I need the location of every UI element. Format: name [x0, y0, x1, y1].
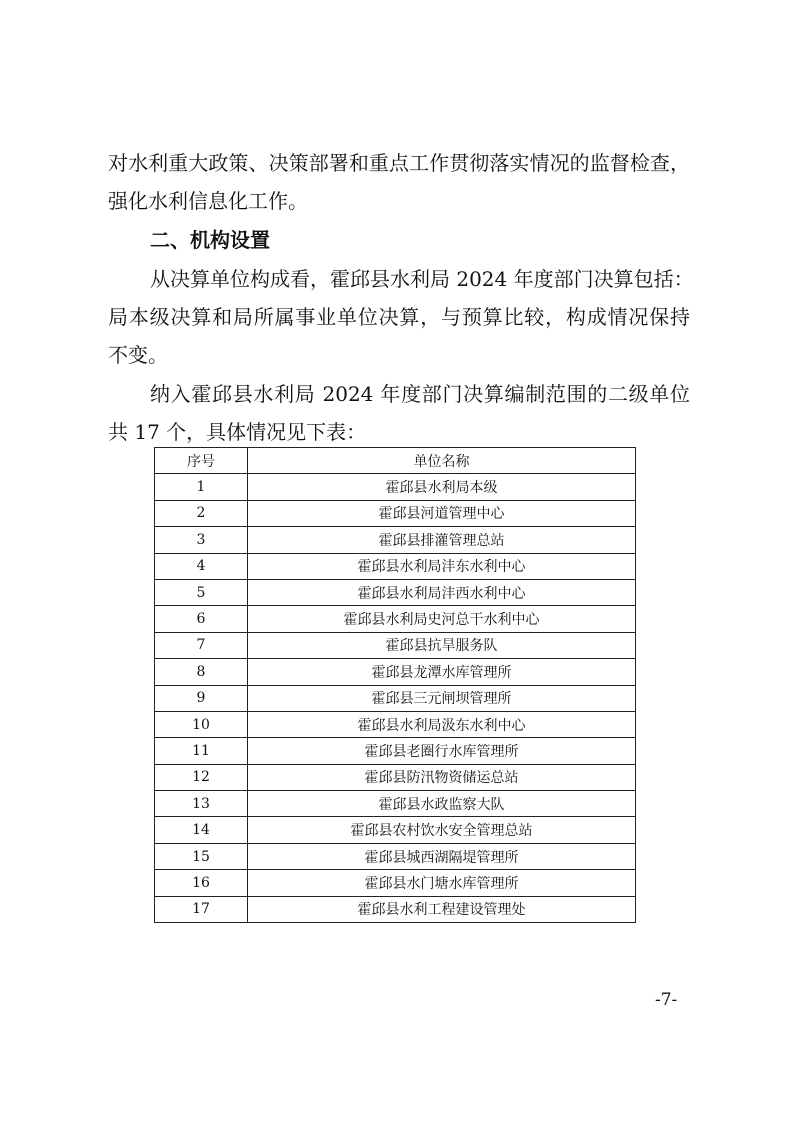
page-number: -7-: [655, 990, 678, 1010]
cell-index: 9: [155, 685, 248, 711]
cell-unit-name: 霍邱县排灌管理总站: [248, 527, 636, 553]
cell-unit-name: 霍邱县水利局本级: [248, 474, 636, 500]
cell-index: 11: [155, 738, 248, 764]
cell-unit-name: 霍邱县河道管理中心: [248, 500, 636, 526]
cell-index: 2: [155, 500, 248, 526]
cell-unit-name: 霍邱县水利局汲东水利中心: [248, 711, 636, 737]
table-header-row: [155, 448, 636, 474]
text-line: 强化水利信息化工作。: [108, 189, 308, 213]
header-index: 序号: [155, 448, 248, 474]
cell-index: 5: [155, 579, 248, 605]
cell-unit-name: 霍邱县水利局沣东水利中心: [248, 553, 636, 579]
cell-index: 14: [155, 817, 248, 843]
cell-index: 1: [155, 474, 248, 500]
table-row: [155, 659, 636, 685]
cell-index: 17: [155, 896, 248, 922]
text-line: 局本级决算和局所属事业单位决算，与预算比较，构成情况保持: [108, 305, 690, 329]
table-row: [155, 843, 636, 869]
cell-unit-name: 霍邱县三元闸坝管理所: [248, 685, 636, 711]
cell-unit-name: 霍邱县抗旱服务队: [248, 632, 636, 658]
section-heading: 二、机构设置: [150, 228, 270, 252]
cell-index: 13: [155, 791, 248, 817]
cell-index: 8: [155, 659, 248, 685]
cell-unit-name: 霍邱县水政监察大队: [248, 791, 636, 817]
cell-index: 6: [155, 606, 248, 632]
table-row: [155, 870, 636, 896]
text-line: 共 17 个，具体情况见下表：: [108, 420, 367, 444]
table-row: [155, 632, 636, 658]
cell-unit-name: 霍邱县水门塘水库管理所: [248, 870, 636, 896]
cell-index: 15: [155, 843, 248, 869]
cell-index: 12: [155, 764, 248, 790]
cell-unit-name: 霍邱县水利局史河总干水利中心: [248, 606, 636, 632]
cell-unit-name: 霍邱县农村饮水安全管理总站: [248, 817, 636, 843]
cell-unit-name: 霍邱县龙潭水库管理所: [248, 659, 636, 685]
table-row: [155, 474, 636, 500]
cell-unit-name: 霍邱县水利工程建设管理处: [248, 896, 636, 922]
units-table: [154, 447, 636, 923]
table-row: [155, 527, 636, 553]
text-line: 纳入霍邱县水利局 2024 年度部门决算编制范围的二级单位: [150, 382, 690, 406]
table-row: [155, 579, 636, 605]
table-row: [155, 738, 636, 764]
cell-unit-name: 霍邱县防汛物资储运总站: [248, 764, 636, 790]
cell-unit-name: 霍邱县水利局沣西水利中心: [248, 579, 636, 605]
text-line: 不变。: [108, 343, 168, 367]
table-row: [155, 791, 636, 817]
table-row: [155, 711, 636, 737]
table-row: [155, 817, 636, 843]
table-row: [155, 896, 636, 922]
table-row: [155, 553, 636, 579]
cell-index: 16: [155, 870, 248, 896]
cell-index: 4: [155, 553, 248, 579]
table-row: [155, 764, 636, 790]
cell-unit-name: 霍邱县城西湖隔堤管理所: [248, 843, 636, 869]
table-row: [155, 606, 636, 632]
cell-unit-name: 霍邱县老圈行水库管理所: [248, 738, 636, 764]
table-row: [155, 500, 636, 526]
table-row: [155, 685, 636, 711]
cell-index: 7: [155, 632, 248, 658]
cell-index: 10: [155, 711, 248, 737]
header-unit-name: 单位名称: [248, 448, 636, 474]
text-line: 对水利重大政策、决策部署和重点工作贯彻落实情况的监督检查，: [108, 151, 690, 175]
text-line: 从决算单位构成看，霍邱县水利局 2024 年度部门决算包括：: [150, 267, 694, 291]
cell-index: 3: [155, 527, 248, 553]
